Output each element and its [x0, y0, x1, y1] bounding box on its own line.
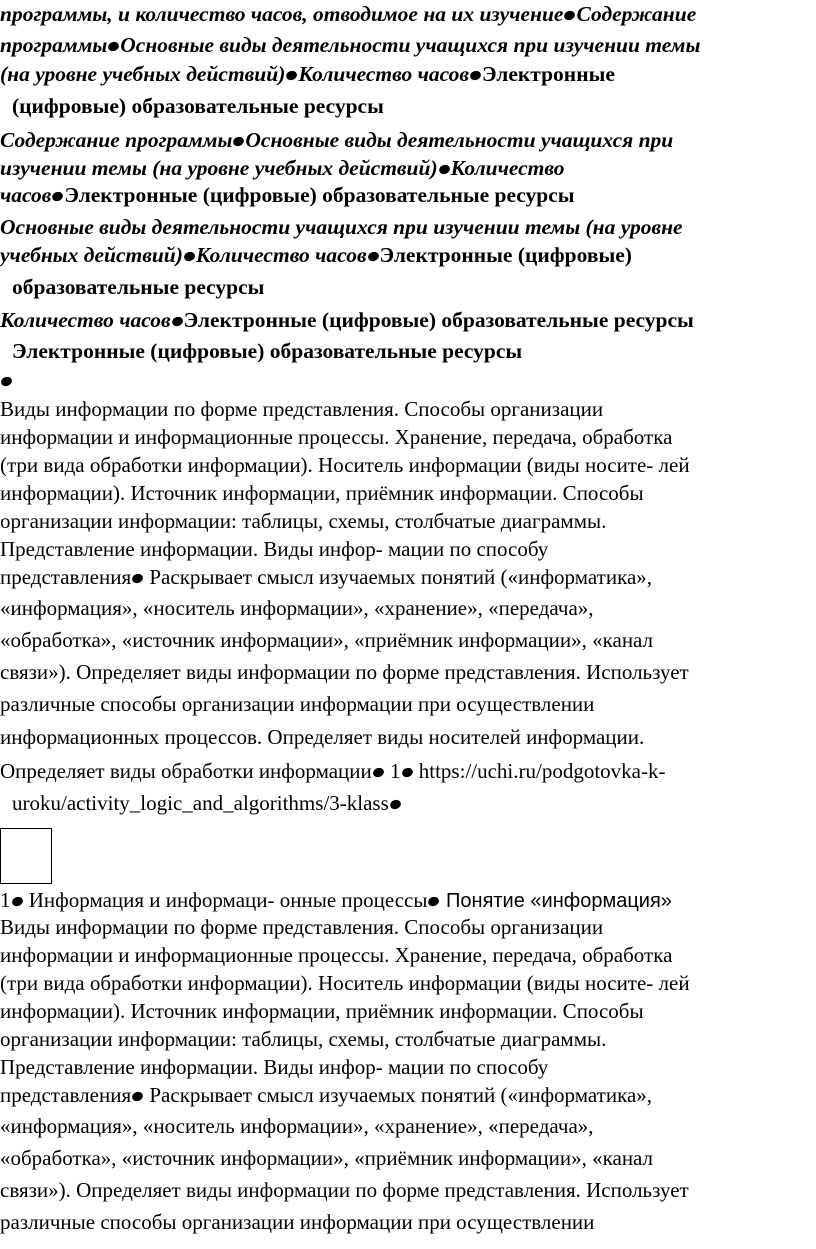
heading-text: изучении темы (на уровне учебных действий)	[0, 156, 438, 180]
heading-text: Электронные (цифровые) образовательные ресурсы	[64, 183, 575, 207]
lesson-count: 1	[384, 759, 401, 783]
bullet-icon	[183, 250, 196, 262]
heading-text: Содержание программы	[0, 128, 233, 152]
body-text: Раскрывает смысл изучаемых понятий («информатика»,	[144, 1083, 653, 1107]
bullet-icon	[285, 69, 298, 81]
heading-text: (на уровне учебных действий)	[0, 62, 286, 86]
heading-line-5	[0, 126, 673, 154]
heading-text: Содержание	[576, 2, 697, 26]
body-line	[12, 790, 402, 817]
heading-text: учебных действий)	[0, 243, 183, 267]
heading-text: Основные виды деятельности учащихся при изучении темы (на уровне	[0, 215, 683, 239]
heading-text: Количество	[450, 156, 565, 180]
heading-text: Электронные (цифровые)	[379, 243, 632, 267]
heading-line-9	[0, 241, 632, 269]
body-line: «обработка», «источник информации», «приёмник информации», «канал	[0, 1146, 654, 1170]
heading-line-10	[12, 273, 264, 301]
bullet-icon	[131, 1090, 144, 1102]
body-text: Раскрывает смысл изучаемых понятий («информатика»,	[144, 565, 653, 589]
bullet-icon	[400, 766, 413, 778]
body-line: информации). Источник информации, приёмник информации. Способы	[0, 481, 644, 505]
heading-line-3	[0, 60, 615, 88]
heading-line-6	[0, 154, 564, 182]
heading-text: образовательные ресурсы	[12, 275, 265, 299]
body-line: различные способы организации информации при осуществлении	[0, 1210, 595, 1234]
heading-line-12	[12, 337, 522, 365]
body-line: Виды информации по форме представления. Способы организации	[0, 915, 604, 939]
empty-cell-box	[0, 828, 52, 884]
bullet-icon	[131, 572, 144, 584]
body-line: (три вида обработки информации). Носитель информации (виды носите- лей	[0, 453, 690, 477]
resource-link[interactable]: https://uchi.ru/podgotovka-k-	[413, 759, 666, 783]
body-text: Понятие «информация»	[440, 890, 672, 912]
bullet-icon	[469, 69, 482, 81]
heading-line-11	[0, 306, 694, 334]
resource-link[interactable]: uroku/activity_logic_and_algorithms/3-klass	[12, 791, 389, 815]
body-line: организации информации: таблицы, схемы, столбчатые диаграммы.	[0, 1027, 607, 1051]
bullet-icon	[170, 315, 183, 327]
heading-line-8	[0, 213, 683, 241]
body-line: (три вида обработки информации). Носитель информации (виды носите- лей	[0, 971, 690, 995]
body-line: «информация», «носитель информации», «хранение», «передача»,	[0, 1114, 594, 1138]
body-line	[0, 1082, 652, 1109]
body-line: связи»). Определяет виды информации по форме представления. Использует	[0, 660, 689, 684]
heading-text: Основные виды деятельности учащихся при изучении темы	[120, 33, 701, 57]
bullet-icon	[10, 895, 23, 907]
bullet-icon	[427, 895, 440, 907]
bullet-icon	[51, 190, 64, 202]
body-line: связи»). Определяет виды информации по форме представления. Использует	[0, 1178, 689, 1202]
bullet-icon	[389, 798, 402, 810]
body-line: «обработка», «источник информации», «приёмник информации», «канал	[0, 628, 654, 652]
body-line: «информация», «носитель информации», «хранение», «передача»,	[0, 596, 594, 620]
body-line: различные способы организации информации при осуществлении	[0, 692, 595, 716]
body-text: представления	[0, 565, 132, 589]
body-line: информации и информационные процессы. Хранение, передача, обработка	[0, 425, 673, 449]
heading-text: Электронные	[481, 62, 615, 86]
bullet-icon	[437, 163, 450, 175]
body-line	[0, 758, 666, 785]
body-text: Определяет виды обработки информации	[0, 759, 372, 783]
heading-text: (цифровые) образовательные ресурсы	[12, 94, 384, 118]
body-line: информации и информационные процессы. Хранение, передача, обработка	[0, 943, 673, 967]
heading-text: Электронные (цифровые) образовательные ресурсы	[12, 339, 523, 363]
lesson-count: 1	[0, 888, 11, 912]
body-line: информации). Источник информации, приёмник информации. Способы	[0, 999, 644, 1023]
body-line	[0, 564, 652, 591]
bullet-icon	[563, 9, 576, 21]
heading-text: программы	[0, 33, 108, 57]
heading-line-1	[0, 0, 696, 28]
body-line	[0, 887, 672, 915]
body-text: представления	[0, 1083, 132, 1107]
heading-text: Количество часов	[0, 308, 171, 332]
bullet-icon	[366, 250, 379, 262]
heading-text: Основные виды деятельности учащихся при	[245, 128, 674, 152]
heading-line-7	[0, 181, 575, 209]
bullet-icon	[372, 766, 385, 778]
body-line: Представление информации. Виды инфор- мации по способу	[0, 1055, 549, 1079]
heading-line-2	[0, 31, 700, 59]
body-text: Информация и информаци- онные процессы	[23, 888, 428, 912]
bullet-icon	[232, 135, 245, 147]
heading-text: Количество часов	[298, 62, 469, 86]
body-line: Виды информации по форме представления. Способы организации	[0, 397, 604, 421]
body-line: организации информации: таблицы, схемы, столбчатые диаграммы.	[0, 509, 607, 533]
bullet-icon	[0, 375, 13, 387]
heading-text: Электронные (цифровые) образовательные ресурсы	[183, 308, 694, 332]
heading-text: программы, и количество часов, отводимое на их изучение	[0, 2, 564, 26]
heading-text: часов	[0, 183, 52, 207]
body-line: Представление информации. Виды инфор- мации по способу	[0, 537, 549, 561]
bullet-icon	[107, 40, 120, 52]
heading-line-4	[12, 92, 384, 120]
heading-text: Количество часов	[195, 243, 367, 267]
body-line: информационных процессов. Определяет виды носителей информации.	[0, 725, 645, 749]
